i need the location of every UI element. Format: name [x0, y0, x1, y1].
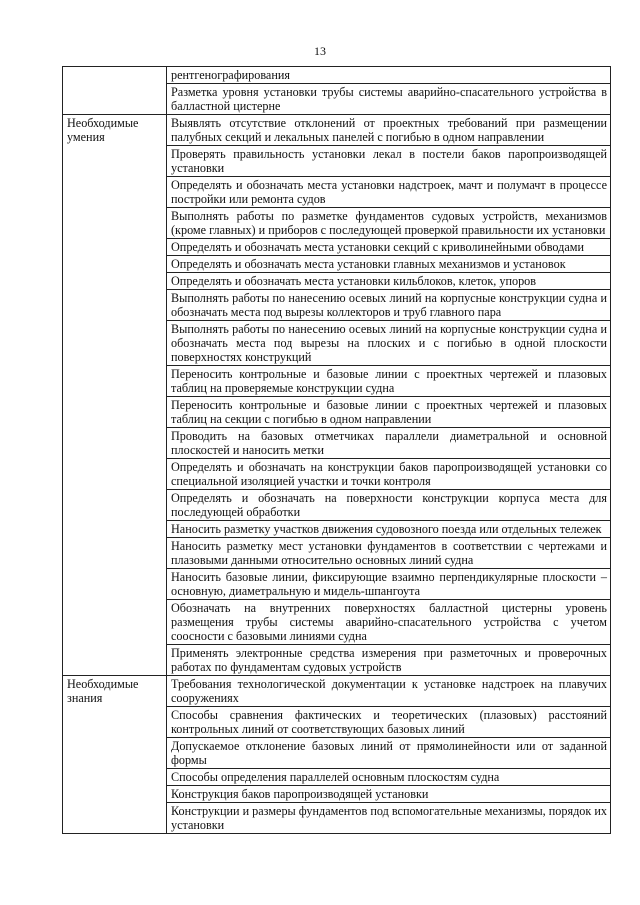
skills-group-label: Необходимые умения: [63, 115, 167, 676]
skill-item: Определять и обозначать на конструкции баков паропроизводящей установки со специальной изоляцией участки и точки контроля: [167, 459, 611, 490]
table-row: [63, 67, 611, 84]
knowledge-item: Допускаемое отклонение базовых линий от прямолинейности или от заданной формы: [167, 738, 611, 769]
knowledge-item: Способы определения параллелей основным плоскостям судна: [167, 769, 611, 786]
knowledge-item: Конструкции и размеры фундаментов под вспомогательные механизмы, порядок их установки: [167, 803, 611, 834]
skill-item: Определять и обозначать места установки секций с криволинейными обводами: [167, 239, 611, 256]
skill-item: Обозначать на внутренних поверхностях балластной цистерны уровень размещения трубы системы аварийно-спасательного устройства с учетом соосности с базовыми линиями судна: [167, 600, 611, 645]
knowledge-item: Способы сравнения фактических и теоретических (плазовых) расстояний контрольных линий от соответствующих базовых линий: [167, 707, 611, 738]
skill-item: Выявлять отсутствие отклонений от проектных требований при размещении палубных секций и лекальных панелей с погибью в одном направлении: [167, 115, 611, 146]
skill-item: Проводить на базовых отметчиках параллели диаметральной и основной плоскостей и наносить метки: [167, 428, 611, 459]
table-row: [63, 115, 611, 146]
skill-item: Наносить разметку участков движения судовозного поезда или отдельных тележек: [167, 521, 611, 538]
table-body: [63, 67, 611, 834]
skill-item: Применять электронные средства измерения при разметочных и проверочных работах по фундаментам судовых устройств: [167, 645, 611, 676]
table-cell: рентгенографирования: [167, 67, 611, 84]
skill-item: Наносить разметку мест установки фундаментов в соответствии с чертежами и плазовыми данными относительно основных линий судна: [167, 538, 611, 569]
skill-item: Выполнять работы по нанесению осевых линий на корпусные конструкции судна и обозначать места под вырезы на плоских и с погибью в одной плоскости поверхностях конструкций: [167, 321, 611, 366]
skill-item: Наносить базовые линии, фиксирующие взаимно перпендикулярные плоскости – основную, диаметральную и мидель-шпангоута: [167, 569, 611, 600]
skill-item: Проверять правильность установки лекал в постели баков паропроизводящей установки: [167, 146, 611, 177]
table-cell: Разметка уровня установки трубы системы аварийно-спасательного устройства в балластной цистерне: [167, 84, 611, 115]
empty-label-cell: [63, 67, 167, 115]
skill-item: Переносить контрольные и базовые линии с проектных чертежей и плазовых таблиц на секции с погибью в одном направлении: [167, 397, 611, 428]
skill-item: Выполнять работы по разметке фундаментов судовых устройств, механизмов (кроме главных) и приборов с последующей проверкой правильности их установки: [167, 208, 611, 239]
skill-item: Определять и обозначать на поверхности конструкции корпуса места для последующей обработки: [167, 490, 611, 521]
skill-item: Определять и обозначать места установки надстроек, мачт и полумачт в процессе постройки или ремонта судов: [167, 177, 611, 208]
knowledge-item: Конструкция баков паропроизводящей установки: [167, 786, 611, 803]
table-row: [63, 676, 611, 707]
skill-item: Выполнять работы по нанесению осевых линий на корпусные конструкции судна и обозначать места под вырезы коллекторов и труб главного пара: [167, 290, 611, 321]
knowledge-item: Требования технологической документации к установке надстроек на плавучих сооружениях: [167, 676, 611, 707]
skill-item: Определять и обозначать места установки кильблоков, клеток, упоров: [167, 273, 611, 290]
page-number: 13: [314, 44, 326, 58]
skill-item: Переносить контрольные и базовые линии с проектных чертежей и плазовых таблиц на проверяемые конструкции судна: [167, 366, 611, 397]
skill-item: Определять и обозначать места установки главных механизмов и установок: [167, 256, 611, 273]
knowledge-group-label: Необходимые знания: [63, 676, 167, 834]
competency-table: [62, 66, 611, 834]
